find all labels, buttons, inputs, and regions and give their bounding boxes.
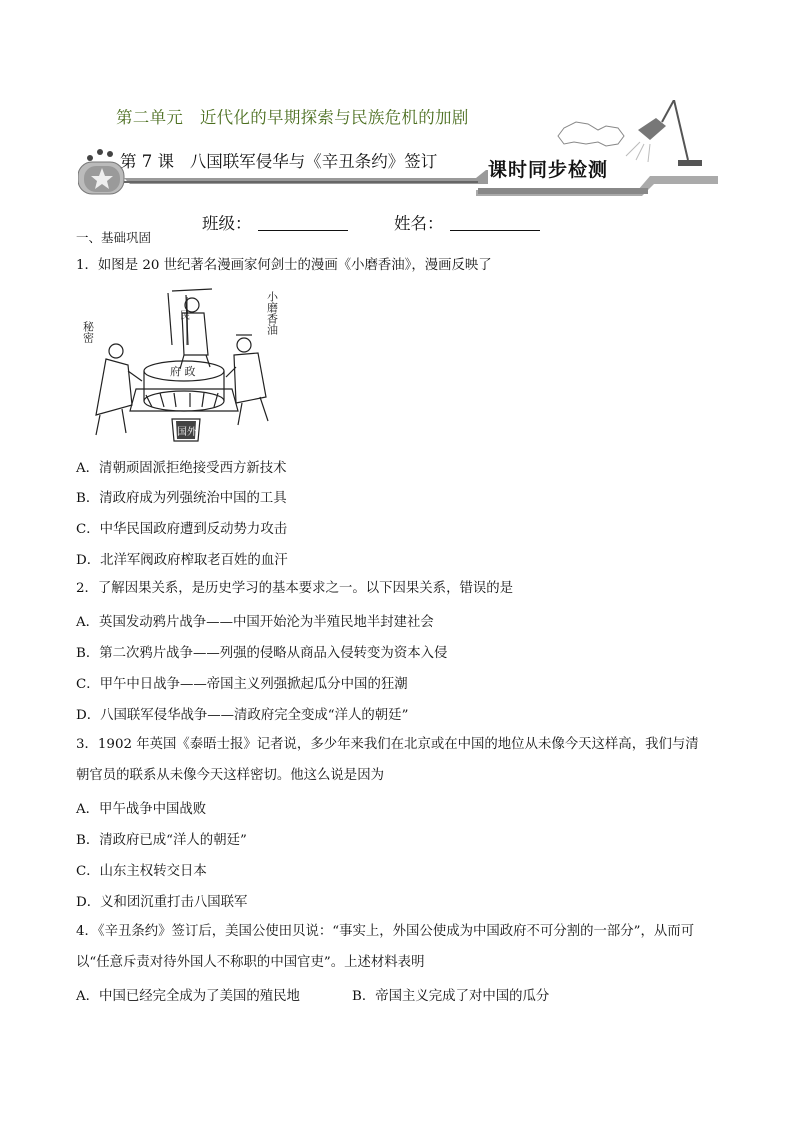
question-4-stem-line-1: 4．《辛丑条约》签订后，美国公使田贝说：“事实上，外国公使成为中国政府不可分割的一部分”，从而可 [76,924,695,939]
question-2-option-a[interactable]: A．英国发动鸦片战争——中国开始沦为半殖民地半封建社会 [76,615,434,630]
cartoon-label-left: 秘密 [81,321,95,343]
question-1-option-d[interactable]: D．北洋军阀政府榨取老百姓的血汗 [76,553,288,568]
class-label: 班级： [202,214,252,233]
question-2-stem: 2．了解因果关系，是历史学习的基本要求之一。以下因果关系，错误的是 [76,581,514,596]
class-blank[interactable] [258,214,348,231]
question-2-option-c[interactable]: C．甲午中日战争——帝国主义列强掀起瓜分中国的狂潮 [76,677,408,692]
question-1-option-b[interactable]: B．清政府成为列强统治中国的工具 [76,491,287,506]
question-1-option-c[interactable]: C．中华民国政府遭到反动势力攻击 [76,522,288,537]
name-label: 姓名： [394,214,444,233]
cartoon-label-mill: 府 政 [170,365,196,378]
question-3-option-d[interactable]: D．义和团沉重打击八国联军 [76,895,248,910]
question-3-option-b[interactable]: B．清政府已成“洋人的朝廷” [76,833,247,848]
question-3-option-a[interactable]: A．甲午战争中国战败 [76,802,207,817]
cartoon-label-right: 小磨香油 [265,291,279,335]
cartoon-label-pot: 国外 [177,427,197,438]
class-field [202,210,348,234]
question-3-stem-line-2: 朝官员的联系从未像今天这样密切。他这么说是因为 [76,768,384,783]
question-3-stem-line-1: 3．1902 年英国《泰晤士报》记者说，多少年来我们在北京或在中国的地位从未像今天这样高，我们与清 [76,737,699,752]
name-field [394,210,540,234]
question-1-stem: 1．如图是 20 世纪著名漫画家何剑士的漫画《小磨香油》，漫画反映了 [76,258,492,273]
lesson-title: 第 7 课 八国联军侵华与《辛丑条约》签订 [120,152,438,171]
question-1-option-a[interactable]: A．清朝顽固派拒绝接受西方新技术 [76,461,287,476]
question-4-option-b[interactable]: B．帝国主义完成了对中国的瓜分 [352,989,550,1004]
cartoon-illustration [76,285,288,447]
question-4-option-a[interactable]: A．中国已经完全成为了美国的殖民地 [76,989,300,1004]
star-badge-icon [78,149,124,194]
desk-lamp-icon [626,100,702,166]
question-4-stem-line-2: 以“任意斥责对待外国人不称职的中国官吏”。上述材料表明 [76,955,425,970]
question-3-option-c[interactable]: C．山东主权转交日本 [76,864,207,879]
question-2-option-b[interactable]: B．第二次鸦片战争——列强的侵略从商品入侵转变为资本入侵 [76,646,448,661]
cartoon-label-crank: 民 [180,311,190,322]
question-2-option-d[interactable]: D．八国联军侵华战争——清政府完全变成“洋人的朝廷” [76,708,409,723]
name-blank[interactable] [450,214,540,231]
banner-tag: 课时同步检测 [488,159,609,181]
unit-title: 第二单元 近代化的早期探索与民族危机的加剧 [116,108,469,127]
section-title: 一、基础巩固 [76,230,152,245]
